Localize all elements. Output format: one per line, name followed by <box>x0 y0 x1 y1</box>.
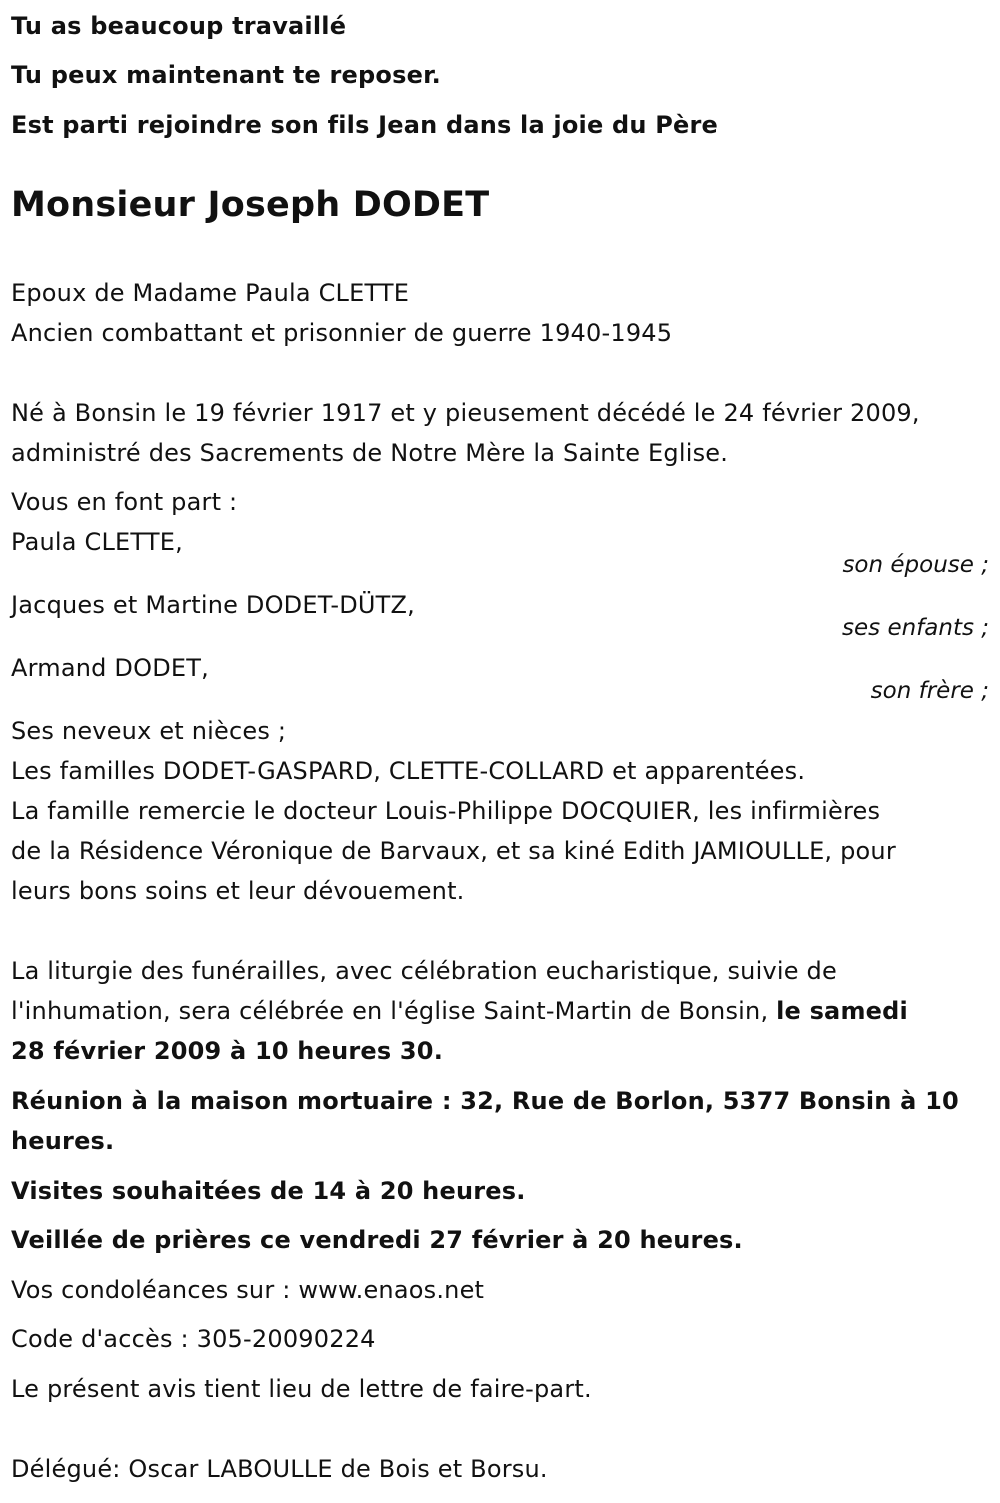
thanks-line: de la Résidence Véronique de Barvaux, et sa kiné Edith JAMIOULLE, pour <box>11 837 896 865</box>
ceremony-datetime: 28 février 2009 à 10 heures 30. <box>11 1037 444 1065</box>
access-code-line: Code d'accès : 305-20090224 <box>11 1325 376 1353</box>
sacraments-line: administré des Sacrements de Notre Mère la Sainte Eglise. <box>11 439 729 467</box>
epigraph-line-1: Tu as beaucoup travaillé <box>11 12 347 40</box>
family-member-name: Jacques et Martine DODET-DÜTZ, <box>11 591 416 619</box>
ceremony-line-2 <box>11 991 908 1031</box>
families-line: Les familles DODET-GASPARD, CLETTE-COLLARD et apparentées. <box>11 757 806 785</box>
thanks-line: La famille remercie le docteur Louis-Philippe DOCQUIER, les infirmières <box>11 797 881 825</box>
family-member-relation: ses enfants ; <box>842 615 989 641</box>
visits-line: Visites souhaitées de 14 à 20 heures. <box>11 1177 526 1205</box>
ceremony-day-text: le samedi <box>776 997 908 1025</box>
family-member-relation: son épouse ; <box>842 552 989 578</box>
notice-line: Le présent avis tient lieu de lettre de faire-part. <box>11 1375 592 1403</box>
ceremony-line-1: La liturgie des funérailles, avec célébration eucharistique, suivie de <box>11 957 837 985</box>
veteran-line: Ancien combattant et prisonnier de guerre 1940-1945 <box>11 319 673 347</box>
nephews-line: Ses neveux et nièces ; <box>11 717 287 745</box>
deceased-name: Monsieur Joseph DODET <box>11 185 490 225</box>
family-member-name: Paula CLETTE, <box>11 528 183 556</box>
meeting-line-2: heures. <box>11 1127 115 1155</box>
birth-death-line: Né à Bonsin le 19 février 1917 et y pieusement décédé le 24 février 2009, <box>11 399 920 427</box>
epigraph-line-2: Tu peux maintenant te reposer. <box>11 61 441 89</box>
family-member-relation: son frère ; <box>870 678 989 704</box>
epigraph-line-3: Est parti rejoindre son fils Jean dans la joie du Père <box>11 111 719 139</box>
family-member-name: Armand DODET, <box>11 654 209 682</box>
delegate-line: Délégué: Oscar LABOULLE de Bois et Borsu. <box>11 1455 548 1483</box>
meeting-line-1: Réunion à la maison mortuaire : 32, Rue de Borlon, 5377 Bonsin à 10 <box>11 1087 959 1115</box>
vigil-line: Veillée de prières ce vendredi 27 février à 20 heures. <box>11 1226 743 1254</box>
thanks-line: leurs bons soins et leur dévouement. <box>11 877 465 905</box>
condolences-line: Vos condoléances sur : www.enaos.net <box>11 1276 485 1304</box>
family-intro: Vous en font part : <box>11 488 238 516</box>
ceremony-location-text: l'inhumation, sera célébrée en l'église Saint-Martin de Bonsin, <box>11 997 777 1025</box>
spouse-line: Epoux de Madame Paula CLETTE <box>11 279 410 307</box>
